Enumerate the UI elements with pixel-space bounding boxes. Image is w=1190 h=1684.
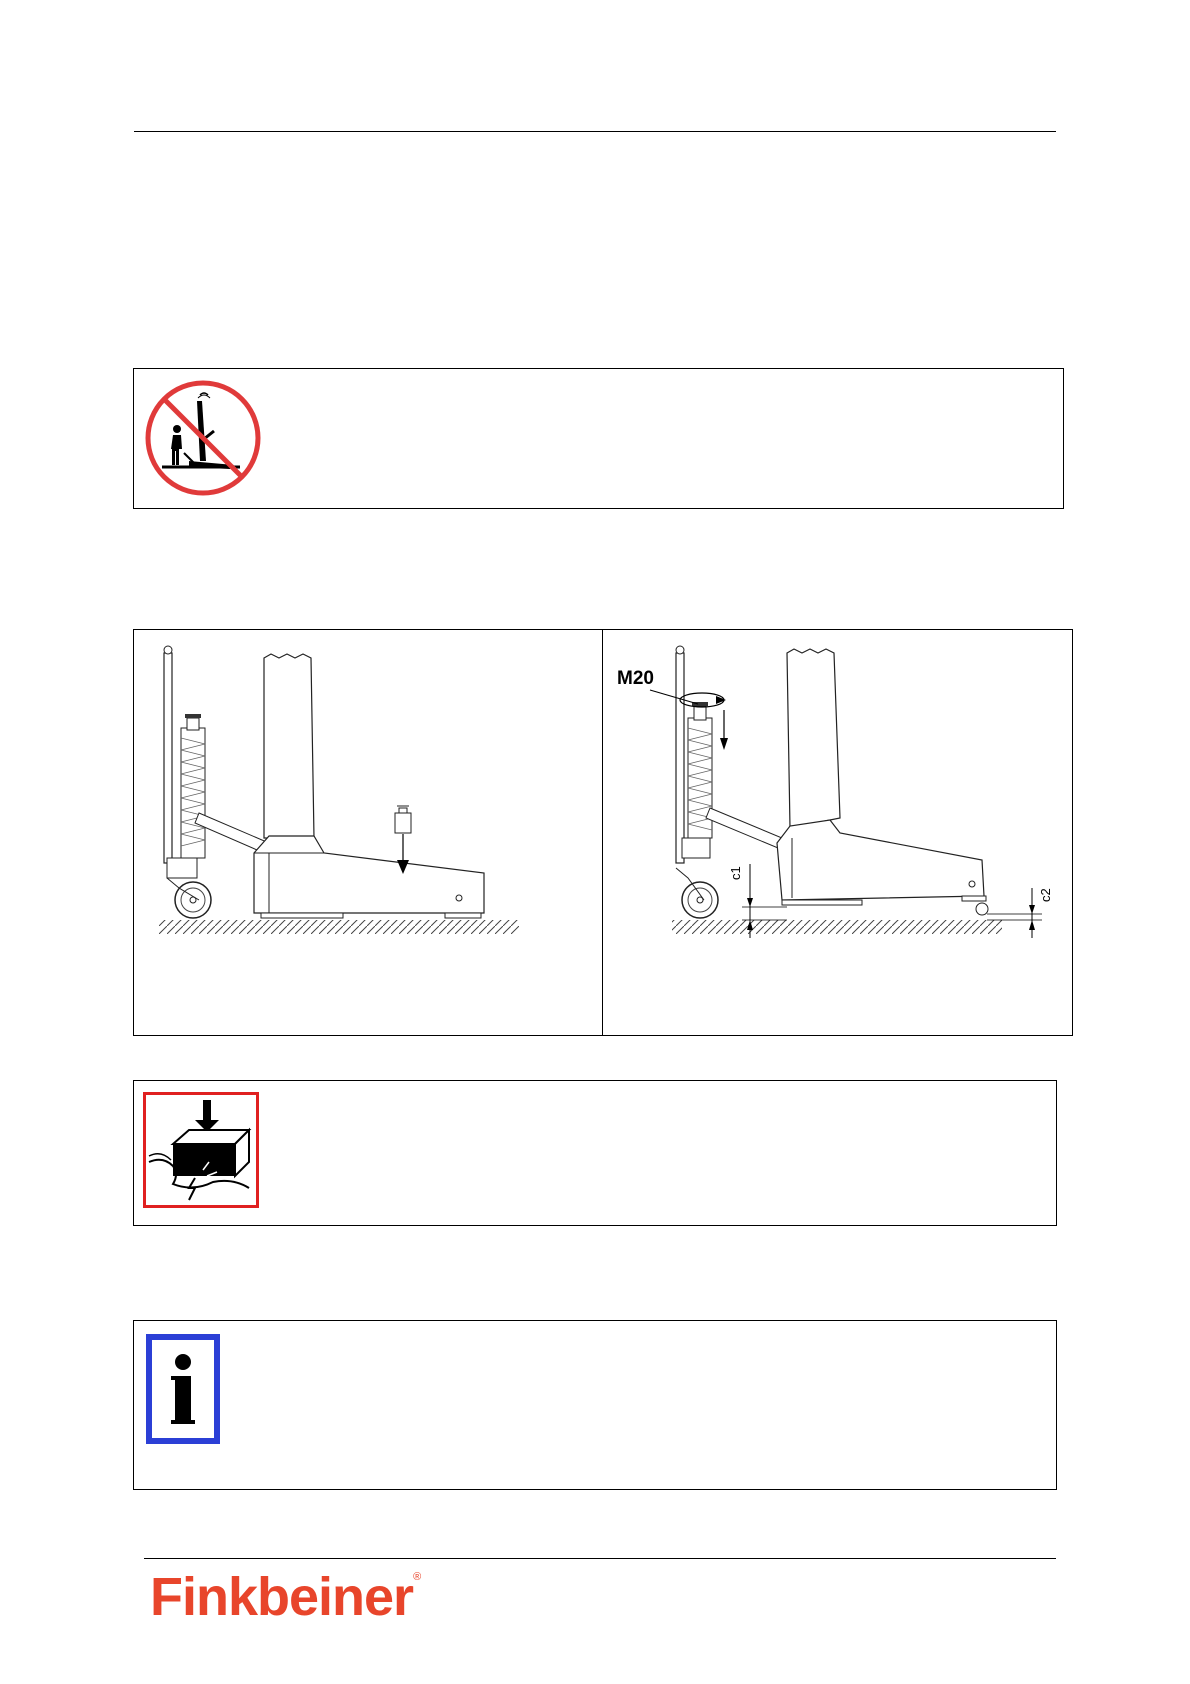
- header-rule: [134, 131, 1056, 132]
- lift-base-loaded-diagram: [159, 638, 579, 938]
- footer-rule: [144, 1558, 1056, 1559]
- information-box: [133, 1320, 1057, 1490]
- crush-warning-box: [133, 1080, 1057, 1226]
- left-panel-drawing: [159, 638, 579, 938]
- no-standing-near-lift-icon: [144, 379, 262, 497]
- bolt-size-label: M20: [617, 668, 654, 689]
- lift-base-adjusted-diagram: [612, 638, 1062, 938]
- registered-mark: ®: [413, 1571, 421, 1583]
- brand-name: Finkbeiner: [150, 1567, 414, 1627]
- dimension-c2-label: c2: [1038, 888, 1053, 902]
- info-icon: [146, 1334, 220, 1444]
- right-panel-drawing: [612, 638, 1062, 938]
- finkbeiner-logo: [150, 1567, 421, 1627]
- figure-panels: [133, 629, 1073, 1036]
- figure-divider: [602, 630, 603, 1035]
- dimension-c1-label: c1: [728, 866, 743, 880]
- ground-hatch-right: [672, 920, 1002, 934]
- crush-hazard-icon: [143, 1092, 259, 1208]
- ground-hatch-left: [159, 920, 519, 934]
- prohibition-notice-box: [133, 368, 1064, 509]
